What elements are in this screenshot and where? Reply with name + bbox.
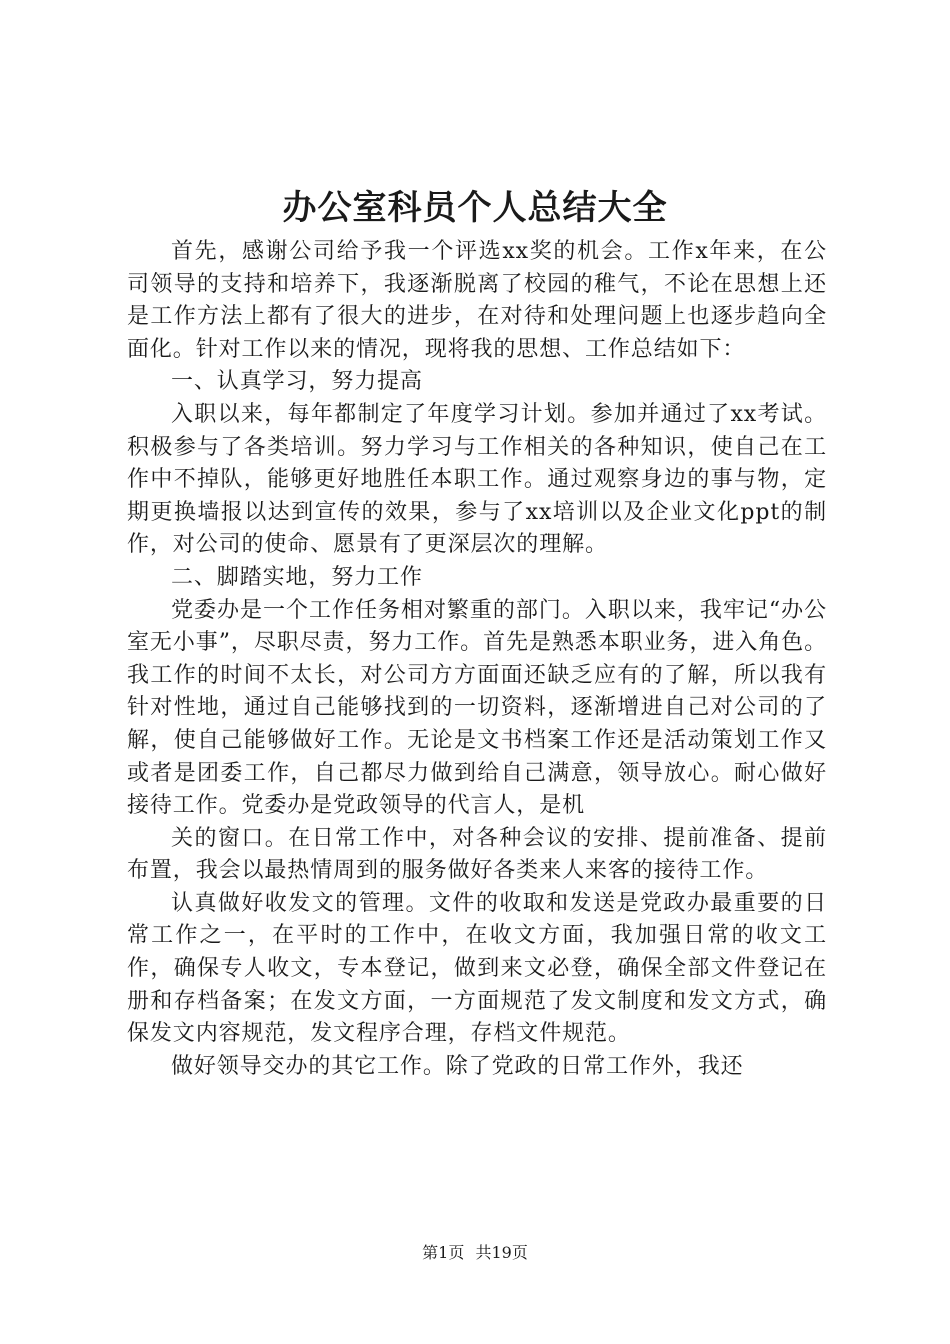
section-heading-1: 一、认真学习，努力提高 xyxy=(171,369,423,395)
page-number: 第1页 xyxy=(422,1243,465,1262)
paragraph-documents: 认真做好收发文的管理。文件的收取和发送是党政办最重要的日常工作之一，在平时的工作中，在收文方面，我加强日常的收文工作，确保专人收文，专本登记，做到来文必登，确保全部文件登记在册和存档备案；在发文方面，一方面规范了发文制度和发文方式，确保发文内容规范，发文程序合理，存档文件规范。 xyxy=(127,890,827,1047)
paragraph-work: 党委办是一个工作任务相对繁重的部门。入职以来，我牢记“办公室无小事”，尽职尽责，努力工作。首先是熟悉本职业务，进入角色。我工作的时间不太长，对公司方方面面还缺乏应有的了解，所以我有针对性地，通过自己能够找到的一切资料，逐渐增进自己对公司的了解，使自己能够做好工作。无论是文书档案工作还是活动策划工作又或者是团委工作，自己都尽力做到给自己满意，领导放心。耐心做好接待工作。党委办是党政领导的代言人，是机 xyxy=(127,597,827,819)
page-footer xyxy=(0,1241,950,1265)
document-title: 办公室科员个人总结大全 xyxy=(282,188,668,228)
document-body xyxy=(127,236,827,1083)
paragraph-study: 入职以来，每年都制定了年度学习计划。参加并通过了xx考试。积极参与了各类培训。努力学习与工作相关的各种知识，使自己在工作中不掉队，能够更好地胜任本职工作。通过观察身边的事与物，定期更换墙报以达到宣传的效果，参与了xx培训以及企业文化ppt的制作，对公司的使命、愿景有了更深层次的理解。 xyxy=(127,401,827,558)
paragraph-reception: 关的窗口。在日常工作中，对各种会议的安排、提前准备、提前布置，我会以最热情周到的服务做好各类来人来客的接待工作。 xyxy=(127,825,827,884)
paragraph-other-tasks: 做好领导交办的其它工作。除了党政的日常工作外，我还 xyxy=(171,1053,744,1079)
page-total: 共19页 xyxy=(475,1243,528,1262)
section-heading-2: 二、脚踏实地，努力工作 xyxy=(171,564,423,590)
paragraph-intro: 首先，感谢公司给予我一个评选xx奖的机会。工作x年来，在公司领导的支持和培养下，我逐渐脱离了校园的稚气，不论在思想上还是工作方法上都有了很大的进步，在对待和处理问题上也逐步趋向全面化。针对工作以来的情况，现将我的思想、工作总结如下： xyxy=(127,239,827,362)
